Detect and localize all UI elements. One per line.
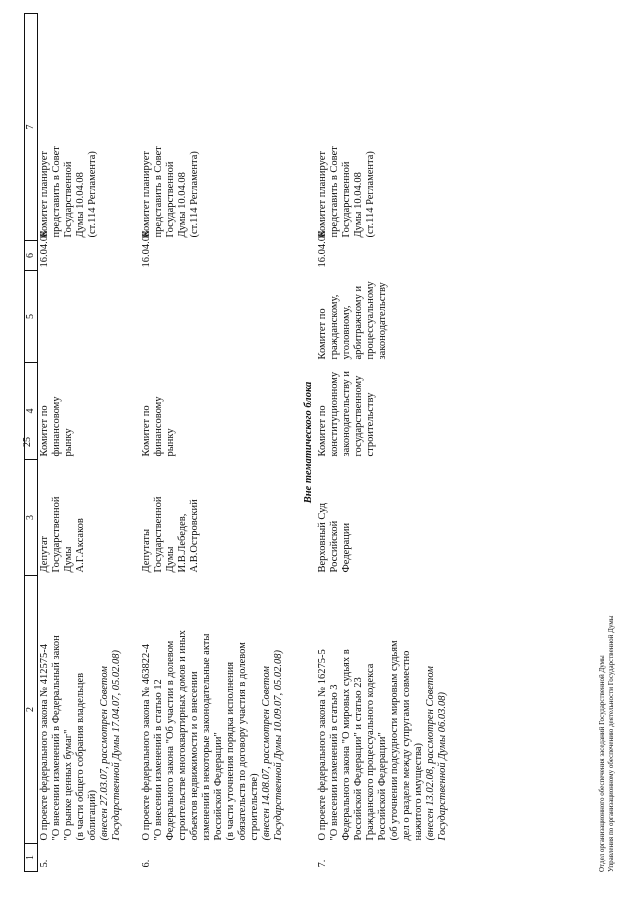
responsible-committee bbox=[140, 363, 286, 460]
text-line: строительстве) bbox=[249, 773, 260, 841]
spacer bbox=[286, 14, 302, 872]
text-line: Депутат bbox=[39, 535, 50, 573]
text-line: "О внесении изменений в статью 3 bbox=[329, 684, 340, 841]
text-line: Депутаты bbox=[141, 528, 152, 573]
text-line: Федерального закона "О мировых судьях в bbox=[341, 649, 352, 841]
text-line: А.Г.Аксаков bbox=[75, 518, 86, 573]
project-title bbox=[140, 576, 286, 844]
text-line: строительстве многоквартирных домов и иных bbox=[177, 630, 188, 841]
text-line: (в части уточнения порядка исполнения bbox=[225, 661, 236, 841]
text-line: (ст.114 Регламента) bbox=[189, 151, 200, 238]
text-line: законодательству bbox=[377, 282, 388, 360]
text-line: "О внесении изменений в статью 12 bbox=[153, 679, 164, 841]
header-row bbox=[25, 14, 38, 872]
text-line: дел о разделе между супругами совместно bbox=[401, 650, 412, 841]
text-line: (ст.114 Регламента) bbox=[365, 151, 376, 238]
text-line: обязательств по договору участия в долевом bbox=[237, 642, 248, 841]
text-line: Думы 10.04.08 bbox=[75, 172, 86, 238]
date: 16.04.08 bbox=[317, 230, 328, 268]
text-line: (внесен 14.08.07, рассмотрен Советом bbox=[261, 666, 272, 841]
column-header: 2 bbox=[25, 576, 38, 844]
plan bbox=[140, 14, 286, 241]
text-line: представить в Совет bbox=[51, 146, 62, 238]
text-line: Государственной bbox=[63, 161, 74, 238]
text-line: Комитет по bbox=[141, 405, 152, 457]
text-line: представить в Совет bbox=[153, 146, 164, 238]
text-line: (внесен 27.03.07, рассмотрен Советом bbox=[99, 666, 110, 841]
text-line: (внесен 13.02.08, рассмотрен Советом bbox=[425, 666, 436, 841]
text-line: финансовому bbox=[51, 396, 62, 457]
text-line: облигаций) bbox=[87, 789, 98, 841]
spacer bbox=[450, 14, 466, 872]
text-line: процессуальному bbox=[365, 281, 376, 360]
date: 16.04.08 bbox=[39, 230, 50, 268]
text-line: Государственной bbox=[165, 161, 176, 238]
co-executor bbox=[38, 271, 125, 363]
column-header: 4 bbox=[25, 363, 38, 460]
text-line: Государственной Думы 10.09.07, 05.02.08) bbox=[273, 650, 284, 841]
row-number: 7. bbox=[317, 859, 328, 868]
text-line: Российской bbox=[329, 520, 340, 573]
text-line: законодательству и bbox=[341, 370, 352, 457]
text-line: Государственной Думы 06.03.08) bbox=[437, 692, 448, 841]
column-header: 6 bbox=[25, 241, 38, 271]
row-gap bbox=[450, 14, 466, 872]
row-number: 6. bbox=[141, 859, 152, 868]
text-line: Государственной bbox=[51, 496, 62, 573]
table-row bbox=[140, 14, 286, 872]
text-line: арбитражному и bbox=[353, 285, 364, 360]
text-line: Комитет по bbox=[317, 308, 328, 360]
text-line: изменений в некоторые законодательные акты bbox=[201, 633, 212, 841]
text-line: Думы bbox=[63, 546, 74, 573]
text-line: уголовному, bbox=[341, 305, 352, 360]
text-line: (об уточнении подсудности мировым судьям bbox=[389, 640, 400, 841]
text-line: Федерального закона "Об участии в долевом bbox=[165, 640, 176, 841]
text-line: гражданскому, bbox=[329, 294, 340, 360]
text-line: рынку bbox=[165, 428, 176, 457]
footer bbox=[598, 616, 616, 872]
text-line: Думы 10.04.08 bbox=[177, 172, 188, 238]
co-executor bbox=[140, 271, 286, 363]
text-line: Комитет планирует bbox=[39, 151, 50, 238]
text-line: объектов недвижимости и о внесении bbox=[189, 671, 200, 841]
column-header: 5 bbox=[25, 271, 38, 363]
text-line: Российской Федерации" и статью 23 bbox=[353, 677, 364, 841]
responsible-committee bbox=[316, 363, 450, 460]
plan bbox=[316, 14, 450, 241]
author bbox=[140, 460, 286, 576]
text-line: строительству bbox=[365, 392, 376, 457]
text-line: Федерации bbox=[341, 522, 352, 573]
text-line: Гражданского процессуального кодекса bbox=[365, 663, 376, 841]
row-gap bbox=[286, 14, 302, 872]
text-line: финансовому bbox=[153, 396, 164, 457]
text-line: конституционному bbox=[329, 371, 340, 457]
row-gap bbox=[124, 14, 140, 872]
text-line: О проекте федерального закона № 463822-4 bbox=[141, 643, 152, 841]
text-line: Комитет планирует bbox=[141, 151, 152, 238]
agenda-table bbox=[24, 13, 466, 872]
text-line: Думы 10.04.08 bbox=[353, 172, 364, 238]
text-line: "О рынке ценных бумаг" bbox=[63, 729, 74, 841]
text-line: А.В.Островский bbox=[189, 499, 200, 573]
footer-line: Управления по организационному обеспечению деятельности Государственной Думы bbox=[607, 615, 615, 872]
text-line: Комитет по bbox=[39, 405, 50, 457]
text-line: И.В.Лебедев, bbox=[177, 513, 188, 573]
text-line: О проекте федерального закона № 16275-5 bbox=[317, 649, 328, 841]
column-header: 1 bbox=[25, 844, 38, 872]
footer-line: Отдел организационного обеспечения заседаний Государственной Думы bbox=[598, 655, 606, 872]
plan bbox=[38, 14, 125, 241]
section-title: Вне тематического блока bbox=[303, 381, 314, 504]
responsible-committee bbox=[38, 363, 125, 460]
text-line: Верховный Суд bbox=[317, 502, 328, 573]
date: 16.04.08 bbox=[141, 230, 152, 268]
section-row bbox=[302, 14, 316, 872]
text-line: Думы bbox=[165, 546, 176, 573]
spacer bbox=[124, 14, 140, 872]
text-line: нажитого имущества) bbox=[413, 742, 424, 841]
row-number: 5. bbox=[39, 859, 50, 868]
project-title bbox=[38, 576, 125, 844]
page-number: 25 bbox=[22, 437, 33, 447]
co-executor bbox=[316, 271, 450, 363]
text-line: государственному bbox=[353, 375, 364, 457]
text-line: Российской Федерации" bbox=[213, 732, 224, 841]
text-line: представить в Совет bbox=[329, 146, 340, 238]
table-row bbox=[316, 14, 450, 872]
text-line: (в части общего собрания владельцев bbox=[75, 672, 86, 841]
text-line: Комитет планирует bbox=[317, 151, 328, 238]
text-line: Государственной bbox=[153, 496, 164, 573]
author bbox=[316, 460, 450, 576]
project-title bbox=[316, 576, 450, 844]
text-line: Комитет по bbox=[317, 405, 328, 457]
text-line: Государственной bbox=[341, 161, 352, 238]
column-header: 3 bbox=[25, 460, 38, 576]
text-line: Государственной Думы 17.04.07, 05.02.08) bbox=[111, 650, 122, 841]
text-line: "О внесении изменений в Федеральный закон bbox=[51, 635, 62, 841]
author bbox=[38, 460, 125, 576]
text-line: (ст.114 Регламента) bbox=[87, 151, 98, 238]
table-row bbox=[38, 14, 125, 872]
text-line: Российской Федерации" bbox=[377, 732, 388, 841]
text-line: О проекте федерального закона № 412575-4 bbox=[39, 643, 50, 841]
column-header: 7 bbox=[25, 14, 38, 241]
text-line: рынку bbox=[63, 428, 74, 457]
